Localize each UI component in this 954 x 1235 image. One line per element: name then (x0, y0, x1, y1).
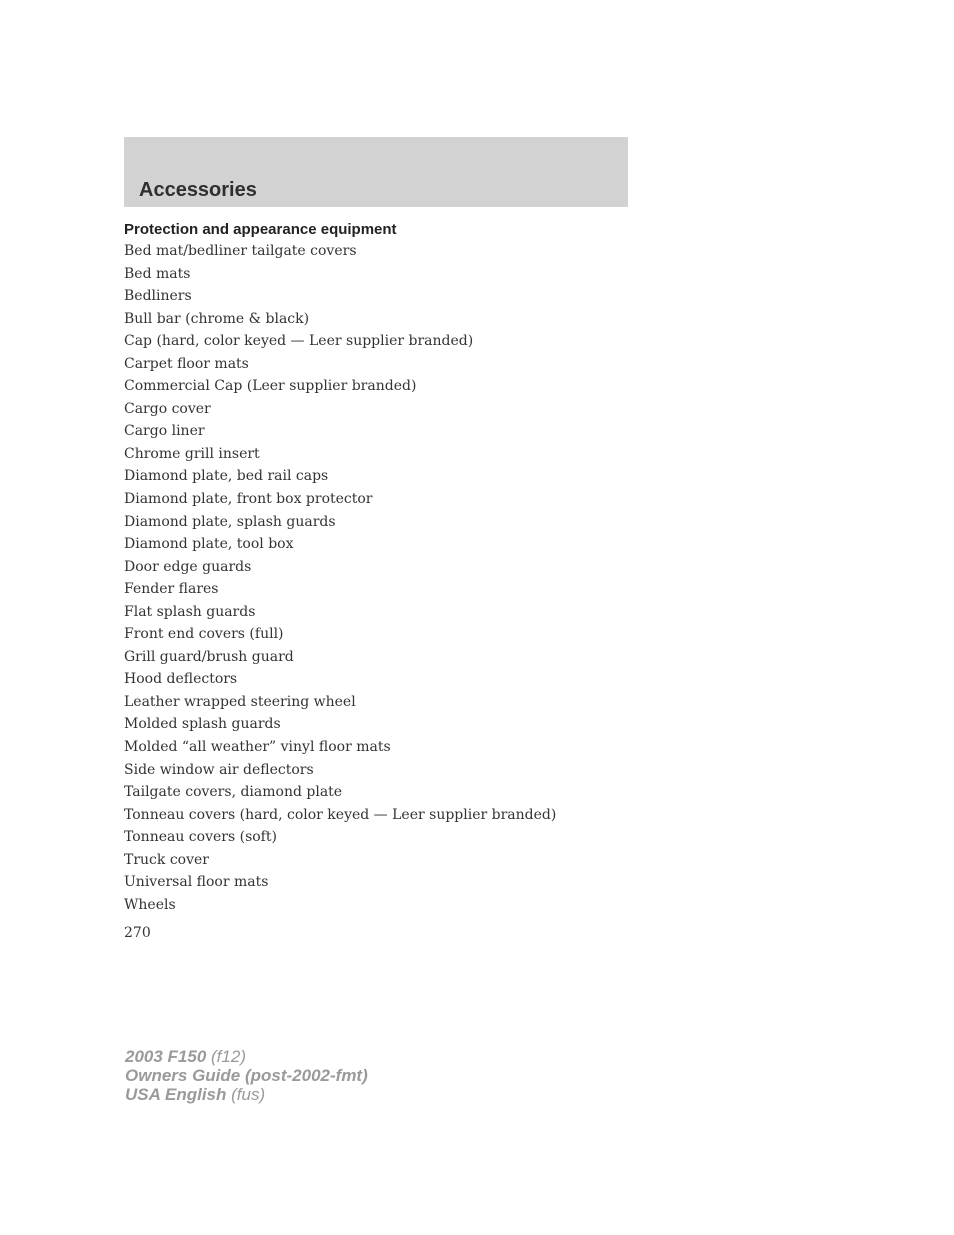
footer-language: USA English (125, 1085, 227, 1104)
list-item: Tonneau covers (soft) (124, 829, 277, 846)
list-item: Molded splash guards (124, 716, 281, 733)
list-item: Diamond plate, splash guards (124, 513, 336, 530)
list-item: Chrome grill insert (124, 445, 260, 462)
list-item: Grill guard/brush guard (124, 648, 294, 665)
section-heading: Protection and appearance equipment (124, 221, 397, 238)
list-item: Side window air deflectors (124, 761, 314, 778)
footer-model: 2003 F150 (125, 1047, 207, 1066)
list-item: Diamond plate, tool box (124, 536, 294, 553)
page-number: 270 (124, 925, 151, 941)
list-item: Cap (hard, color keyed — Leer supplier branded) (124, 333, 474, 350)
list-item: Cargo cover (124, 400, 211, 417)
list-item: Diamond plate, bed rail caps (124, 468, 329, 485)
list-item: Commercial Cap (Leer supplier branded) (124, 378, 417, 395)
footer-guide: Owners Guide (post-2002-fmt) (125, 1066, 368, 1085)
section-header-band (124, 137, 628, 207)
list-item: Wheels (124, 896, 176, 913)
list-item: Leather wrapped steering wheel (124, 693, 356, 710)
list-item: Hood deflectors (124, 671, 238, 688)
footer-line-model (125, 1047, 368, 1066)
footer-language-code: (fus) (226, 1085, 266, 1104)
list-item: Bed mats (124, 265, 191, 282)
list-item: Tonneau covers (hard, color keyed — Leer supplier branded) (124, 806, 557, 823)
list-item: Bed mat/bedliner tailgate covers (124, 243, 357, 259)
list-item: Flat splash guards (124, 603, 256, 620)
page-title: Accessories (139, 179, 257, 201)
list-item: Tailgate covers, diamond plate (124, 784, 343, 801)
list-item: Carpet floor mats (124, 355, 249, 372)
footer-model-code: (f12) (206, 1047, 246, 1066)
list-item: Universal floor mats (124, 874, 269, 891)
list-item: Front end covers (full) (124, 626, 284, 643)
list-item: Cargo liner (124, 423, 205, 440)
list-item: Door edge guards (124, 558, 252, 575)
list-item: Truck cover (124, 851, 209, 868)
accessory-list (124, 241, 556, 917)
list-item: Bedliners (124, 288, 192, 305)
footer-line-language (125, 1085, 368, 1104)
list-item: Fender flares (124, 581, 219, 598)
list-item: Molded “all weather” vinyl floor mats (124, 739, 391, 756)
list-item: Diamond plate, front box protector (124, 491, 373, 508)
document-footer (125, 1047, 368, 1104)
footer-line-guide (125, 1066, 368, 1085)
list-item: Bull bar (chrome & black) (124, 310, 310, 327)
